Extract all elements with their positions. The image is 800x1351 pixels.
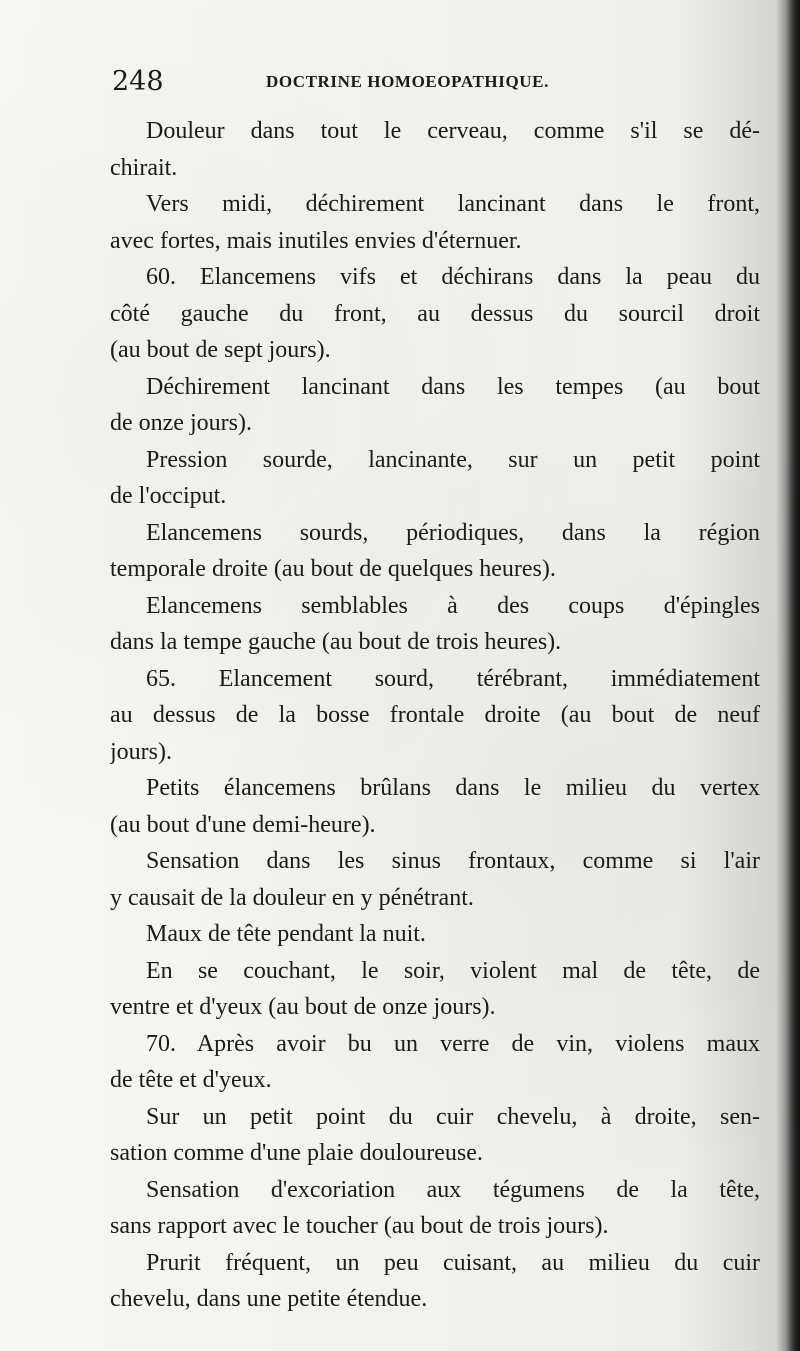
text-line: chevelu, dans une petite étendue. — [110, 1286, 428, 1312]
text-line: 60. Elancemens vifs et déchirans dans la peau du — [146, 264, 760, 290]
text-line: (au bout de sept jours). — [110, 337, 331, 363]
text-line: côté gauche du front, au dessus du sourcil droit — [110, 300, 760, 327]
text-line: de l'occiput. — [110, 483, 227, 509]
text-line: chirait. — [110, 154, 178, 181]
text-line: Sensation dans les sinus frontaux, comme si l'air — [146, 848, 760, 874]
text-line: Prurit fréquent, un peu cuisant, au milieu du cuir — [146, 1249, 760, 1276]
text-line: de tête et d'yeux. — [110, 1067, 272, 1093]
text-line: de onze jours). — [110, 410, 252, 436]
page-header — [112, 66, 762, 106]
body-text — [110, 113, 760, 1318]
text-line: sation comme d'une plaie douloureuse. — [110, 1140, 483, 1166]
text-line: y causait de la douleur en y pénétrant. — [110, 884, 474, 911]
page-edge-shadow — [786, 0, 800, 1351]
page-number: 248 — [112, 66, 164, 97]
text-line: Sur un petit point du cuir chevelu, à droite, sen- — [146, 1103, 760, 1130]
text-line: avec fortes, mais inutiles envies d'éternuer. — [110, 227, 522, 254]
text-line: Pression sourde, lancinante, sur un petit point — [146, 446, 760, 473]
text-line: Douleur dans tout le cerveau, comme s'il se dé- — [146, 118, 760, 144]
text-line: temporale droite (au bout de quelques heures). — [110, 556, 556, 582]
text-line: Petits élancemens brûlans dans le milieu du vertex — [146, 775, 760, 801]
text-line: jours). — [110, 738, 172, 765]
text-line: sans rapport avec le toucher (au bout de trois jours). — [110, 1213, 609, 1239]
text-line: Elancemens sourds, périodiques, dans la région — [146, 519, 760, 546]
text-line: Déchirement lancinant dans les tempes (au bout — [146, 373, 760, 400]
text-line: 65. Elancement sourd, térébrant, immédiatement — [146, 665, 760, 692]
text-line: dans la tempe gauche (au bout de trois heures). — [110, 629, 562, 655]
text-line: au dessus de la bosse frontale droite (au bout de neuf — [110, 702, 760, 728]
text-line: Elancemens semblables à des coups d'épingles — [146, 592, 760, 619]
text-line: ventre et d'yeux (au bout de onze jours). — [110, 994, 496, 1020]
text-line: (au bout d'une demi-heure). — [110, 811, 376, 838]
running-title: DOCTRINE HOMOEOPATHIQUE. — [266, 72, 549, 91]
text-line: Vers midi, déchirement lancinant dans le front, — [146, 191, 760, 217]
text-line: Sensation d'excoriation aux tégumens de la tête, — [146, 1176, 760, 1203]
text-line: 70. Après avoir bu un verre de vin, violens maux — [146, 1030, 760, 1057]
text-line: Maux de tête pendant la nuit. — [146, 921, 426, 947]
text-line: En se couchant, le soir, violent mal de tête, de — [146, 957, 760, 984]
